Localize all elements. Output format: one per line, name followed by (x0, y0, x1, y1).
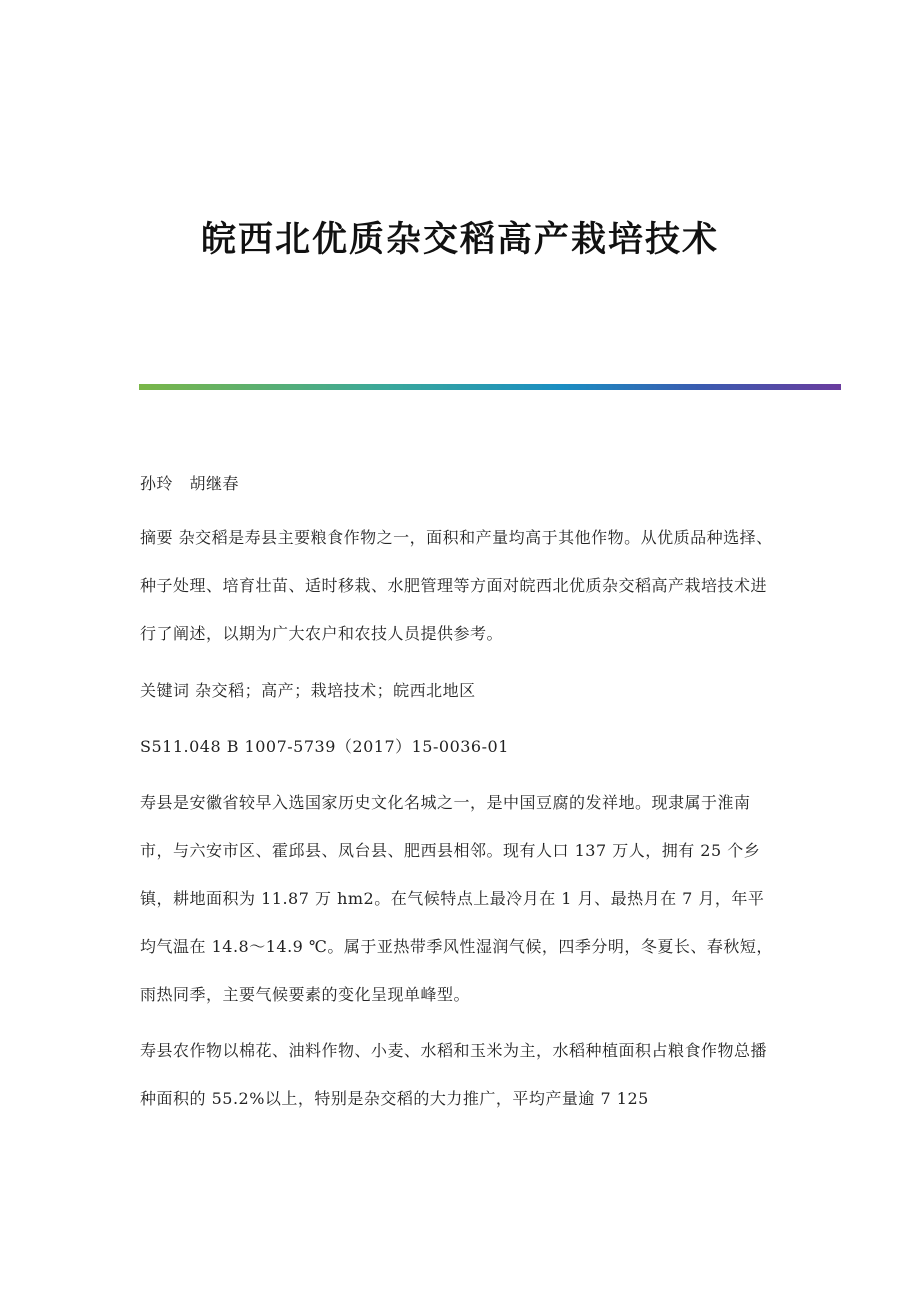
title-divider (139, 384, 841, 390)
keywords: 关键词 杂交稻；高产；栽培技术；皖西北地区 (140, 681, 476, 700)
abstract: 摘要 杂交稻是寿县主要粮食作物之一，面积和产量均高于其他作物。从优质品种选择、种子处理、培育壮苗、适时移栽、水肥管理等方面对皖西北优质杂交稻高产栽培技术进行了阐述，以期为广大农户和农技人员提供参考。 (140, 528, 773, 643)
paragraph-2: 寿县农作物以棉花、油料作物、小麦、水稻和玉米为主，水稻种植面积占粮食作物总播种面积的 55.2%以上，特别是杂交稻的大力推广，平均产量逾 7 125 (140, 1041, 768, 1108)
classification-code: S511.048 B 1007-5739（2017）15-0036-01 (140, 737, 509, 756)
paragraph-1: 寿县是安徽省较早入选国家历史文化名城之一，是中国豆腐的发祥地。现隶属于淮南市，与六安市区、霍邱县、凤台县、肥西县相邻。现有人口 137 万人，拥有 25 个乡镇，耕地面积为 11.87 万 hm2。在气候特点上最冷月在 1 月、最热月在 7 月，年平均气温在 14.8～14.9 ℃。属于亚热带季风性湿润气候，四季分明，冬夏长、春秋短，雨热同季，主要气候要素的变化呈现单峰型。 (140, 793, 773, 1004)
document-title: 皖西北优质杂交稻高产栽培技术 (200, 219, 719, 260)
authors: 孙玲 胡继春 (140, 474, 240, 493)
